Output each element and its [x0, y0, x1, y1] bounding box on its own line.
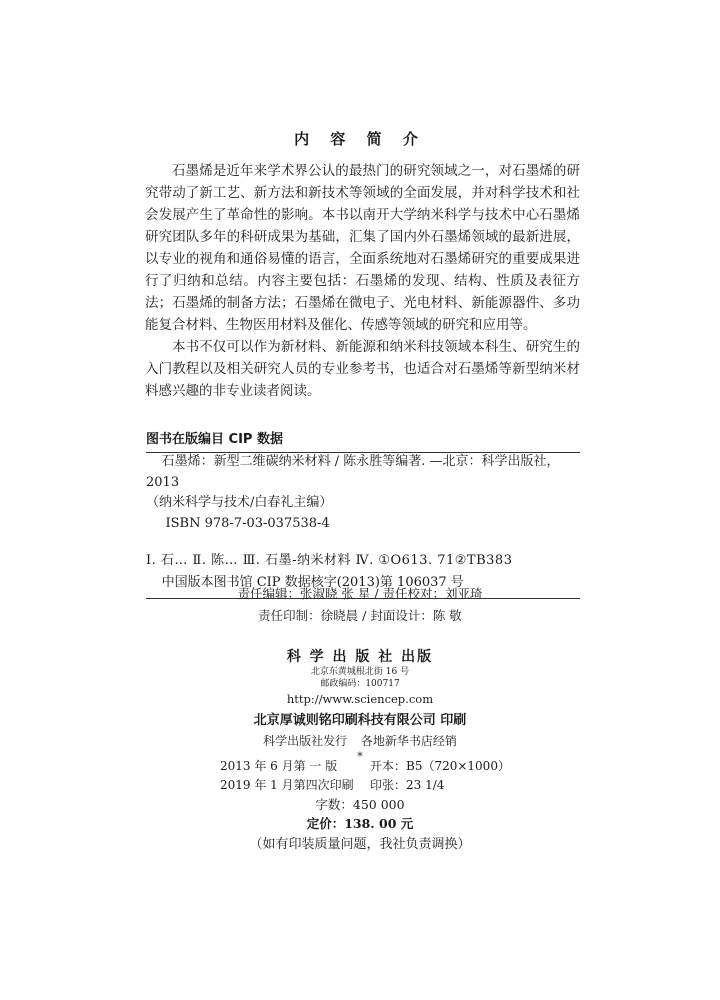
publisher-url: http://www.sciencep.com: [286, 692, 434, 706]
cip-classification: Ⅰ. 石… Ⅱ. 陈… Ⅲ. 石墨-纳米材料 Ⅳ. ①O613. 71②TB383: [146, 553, 513, 568]
cip-record: [146, 452, 580, 534]
cip-isbn: ISBN 978-7-03-037538-4: [165, 515, 330, 531]
publisher-name: 科 学 出 版 社 出版: [286, 649, 434, 665]
publisher-postcode: 邮政编码：100717: [320, 679, 400, 689]
printer-name: 北京厚诚则铭印刷科技有限公司 印刷: [253, 713, 467, 728]
printing-info: 2019 年 1 月第四次印刷: [220, 778, 354, 792]
summary-title: 内 容 简 介: [294, 130, 426, 148]
publisher-block: [0, 648, 720, 763]
quality-notice: （如有印装质量问题，我社负责调换）: [249, 837, 471, 852]
edition-info: [220, 757, 520, 795]
cip-heading: 图书在版编目 CIP 数据: [146, 428, 580, 453]
publisher-address: 北京东黄城根北街 16 号: [310, 667, 410, 677]
edition-row-2: [220, 776, 520, 795]
distribution-line: 科学出版社发行 各地新华书店经销: [263, 734, 457, 748]
price: 定价：138. 00 元: [306, 816, 414, 831]
price-block: [0, 795, 720, 855]
summary-text: [145, 160, 580, 402]
sheet-count: 印张：23 1/4: [370, 778, 445, 792]
cip-title-line: 石墨烯：新型二维碳纳米材料 / 陈永胜等编著. —北京：科学出版社，2013: [146, 454, 560, 490]
editors-block: [0, 583, 720, 627]
summary-paragraph-1: 石墨烯是近年来学术界公认的最热门的研究领域之一，对石墨烯的研究带动了新工艺、新方法和新技术等领域的全面发展，并对科学技术和社会发展产生了革命性的影响。本书以南开大学纳米科学与技术中心石墨烯研究团队多年的科研成果为基础，汇集了国内外石墨烯领域的最新进展，以专业的视角和通俗易懂的语言，全面系统地对石墨烯研究的重要成果进行了归纳和总结。内容主要包括：石墨烯的发现、结构、性质及表征方法；石墨烯的制备方法；石墨烯在微电子、光电材料、新能源器件、多功能复合材料、生物医用材料及催化、传感等领域的研究和应用等。: [145, 163, 580, 333]
summary-paragraph-2: 本书不仅可以作为新材料、新能源和纳米科技领域本科生、研究生的入门教程以及相关研究人员的专业参考书，也适合对石墨烯等新型纳米材料感兴趣的非专业读者阅读。: [145, 339, 580, 399]
cip-series: （纳米科学与技术/白春礼主编）: [146, 495, 333, 510]
editors-line-2: 责任印制：徐晓晨 / 封面设计：陈 敬: [258, 608, 462, 623]
first-edition: 2013 年 6 月第 一 版: [220, 759, 338, 773]
editors-line-1: 责任编辑：张淑晓 张 星 / 责任校对：刘亚琦: [237, 586, 483, 601]
word-count: 字数：450 000: [315, 797, 405, 812]
separator-star: *: [357, 750, 363, 763]
edition-row-1: [220, 757, 520, 776]
book-format: 开本：B5（720×1000）: [370, 759, 510, 773]
cip-core-number: 中国版本图书馆 CIP 数据核字(2013)第 106037 号: [146, 572, 580, 599]
